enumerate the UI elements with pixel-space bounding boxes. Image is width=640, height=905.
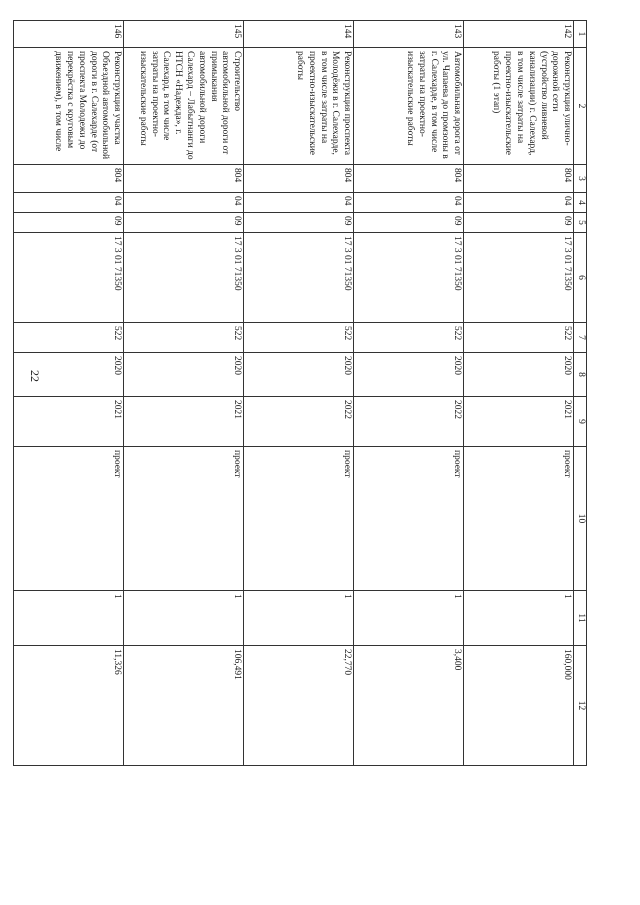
- col-header-1: 1: [574, 21, 587, 48]
- col-header-6: 6: [574, 233, 587, 323]
- cell-c4: 04: [464, 193, 574, 213]
- col-header-4: 4: [574, 193, 587, 213]
- cell-c10: проект: [354, 447, 464, 591]
- row-number: 143: [354, 21, 464, 48]
- cell-c4: 04: [354, 193, 464, 213]
- cell-c7: 522: [354, 323, 464, 353]
- cell-c11: 1: [124, 591, 244, 646]
- col-header-2: 2: [574, 48, 587, 165]
- page-number: 22: [28, 370, 42, 382]
- cell-c8: 2020: [14, 353, 124, 397]
- header-row: [574, 21, 587, 766]
- cell-c9: 2021: [464, 397, 574, 447]
- cell-c12: 160,000: [464, 646, 574, 766]
- object-name: Реконструкция проспекта Молодёжи в г. Салехарде, в том числе затраты на проектно-изыскательские работы: [244, 48, 354, 165]
- table-row: [354, 21, 464, 766]
- cell-c11: 1: [464, 591, 574, 646]
- cell-c12: 11,326: [14, 646, 124, 766]
- object-name: Реконструкция участка Объездной автомобильной дороги в г. Салехарде (от проспекта Молодежи до перекрёстка с круговым движением), в том числе: [14, 48, 124, 165]
- cell-c8: 2020: [464, 353, 574, 397]
- cell-c7: 522: [464, 323, 574, 353]
- object-name: Строительство автомобильной дороги от примыкания автомобильной дороги Салехард – Лабытнанги до НТСН «Надежда», г. Салехард, в том числе затраты на проектно-изыскательские работы: [124, 48, 244, 165]
- col-header-3: 3: [574, 165, 587, 193]
- row-number: 146: [14, 21, 124, 48]
- cell-c5: 09: [14, 213, 124, 233]
- cell-c7: 522: [124, 323, 244, 353]
- cell-c9: 2021: [124, 397, 244, 447]
- cell-c4: 04: [244, 193, 354, 213]
- cell-c6: 17 3 01 71350: [14, 233, 124, 323]
- cell-c5: 09: [464, 213, 574, 233]
- cell-c7: 522: [244, 323, 354, 353]
- col-header-12: 12: [574, 646, 587, 766]
- rotated-page: [53, 20, 587, 765]
- cell-c12: 106,491: [124, 646, 244, 766]
- cell-c9: 2021: [14, 397, 124, 447]
- cell-c5: 09: [124, 213, 244, 233]
- cell-c11: 1: [354, 591, 464, 646]
- cell-c10: проект: [124, 447, 244, 591]
- row-number: 145: [124, 21, 244, 48]
- cell-c9: 2022: [354, 397, 464, 447]
- cell-c6: 17 3 01 71350: [354, 233, 464, 323]
- col-header-11: 11: [574, 591, 587, 646]
- cell-c12: 3,400: [354, 646, 464, 766]
- cell-c6: 17 3 01 71350: [244, 233, 354, 323]
- cell-c4: 04: [124, 193, 244, 213]
- cell-c3: 804: [354, 165, 464, 193]
- col-header-5: 5: [574, 213, 587, 233]
- cell-c5: 09: [354, 213, 464, 233]
- budget-table: [13, 20, 587, 766]
- cell-c8: 2020: [354, 353, 464, 397]
- table-row: [464, 21, 574, 766]
- row-number: 142: [464, 21, 574, 48]
- cell-c6: 17 3 01 71350: [464, 233, 574, 323]
- table-row: [244, 21, 354, 766]
- cell-c7: 522: [14, 323, 124, 353]
- col-header-7: 7: [574, 323, 587, 353]
- cell-c5: 09: [244, 213, 354, 233]
- table-row: [14, 21, 124, 766]
- col-header-8: 8: [574, 353, 587, 397]
- cell-c3: 804: [124, 165, 244, 193]
- cell-c10: проект: [464, 447, 574, 591]
- table-row: [124, 21, 244, 766]
- object-name: Реконструкция улично-дорожной сети (устройство ливневой канализации) г. Салехард, в том числе затраты на проектно-изыскательские работы (1 этап): [464, 48, 574, 165]
- cell-c11: 1: [14, 591, 124, 646]
- cell-c8: 2020: [244, 353, 354, 397]
- cell-c11: 1: [244, 591, 354, 646]
- cell-c4: 04: [14, 193, 124, 213]
- col-header-9: 9: [574, 397, 587, 447]
- cell-c9: 2022: [244, 397, 354, 447]
- cell-c6: 17 3 01 71350: [124, 233, 244, 323]
- cell-c3: 804: [244, 165, 354, 193]
- object-name: Автомобильная дорога от ул. Чапаева до промзоны в г. Салехарде, в том числе затраты на проектно-изыскательские работы: [354, 48, 464, 165]
- row-number: 144: [244, 21, 354, 48]
- cell-c10: проект: [14, 447, 124, 591]
- cell-c8: 2020: [124, 353, 244, 397]
- cell-c3: 804: [464, 165, 574, 193]
- col-header-10: 10: [574, 447, 587, 591]
- cell-c10: проект: [244, 447, 354, 591]
- cell-c12: 22,770: [244, 646, 354, 766]
- cell-c3: 804: [14, 165, 124, 193]
